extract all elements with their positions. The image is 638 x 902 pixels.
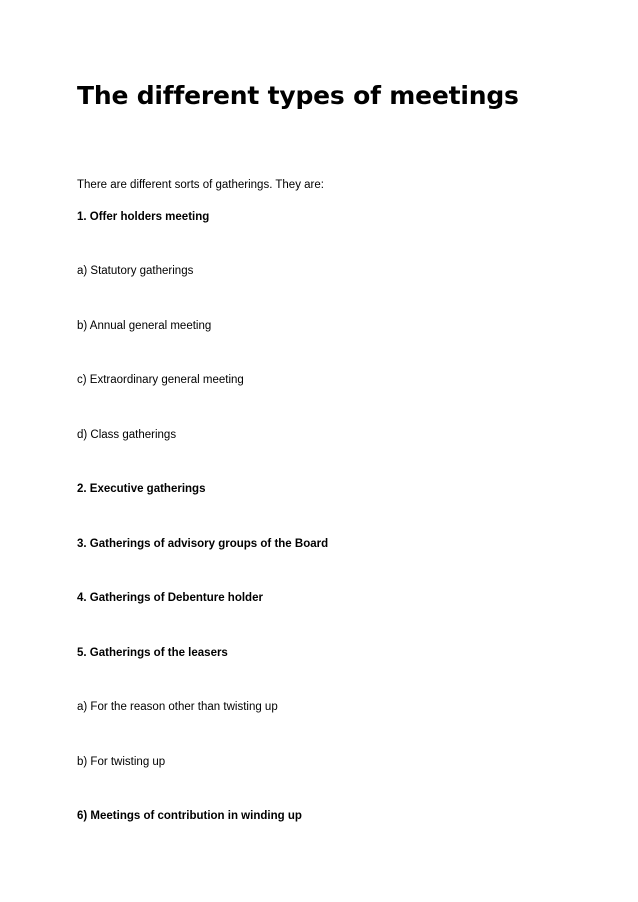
list-item: b) For twisting up bbox=[77, 756, 166, 768]
list-item: a) Statutory gatherings bbox=[77, 265, 194, 277]
list-item-heading: 1. Offer holders meeting bbox=[77, 211, 210, 223]
list-item: c) Extraordinary general meeting bbox=[77, 374, 244, 386]
list-item-heading: 4. Gatherings of Debenture holder bbox=[77, 592, 263, 604]
list-item: b) Annual general meeting bbox=[77, 320, 212, 332]
list-item-heading: 2. Executive gatherings bbox=[77, 483, 206, 495]
list-item-heading: 5. Gatherings of the leasers bbox=[77, 647, 228, 659]
list-item: d) Class gatherings bbox=[77, 429, 177, 441]
list-item-heading: 6) Meetings of contribution in winding up bbox=[77, 810, 302, 822]
intro-paragraph: There are different sorts of gatherings. They are: bbox=[77, 179, 324, 191]
list-item: a) For the reason other than twisting up bbox=[77, 701, 278, 713]
list-item-heading: 3. Gatherings of advisory groups of the Board bbox=[77, 538, 329, 550]
document-title: The different types of meetings bbox=[77, 81, 519, 110]
